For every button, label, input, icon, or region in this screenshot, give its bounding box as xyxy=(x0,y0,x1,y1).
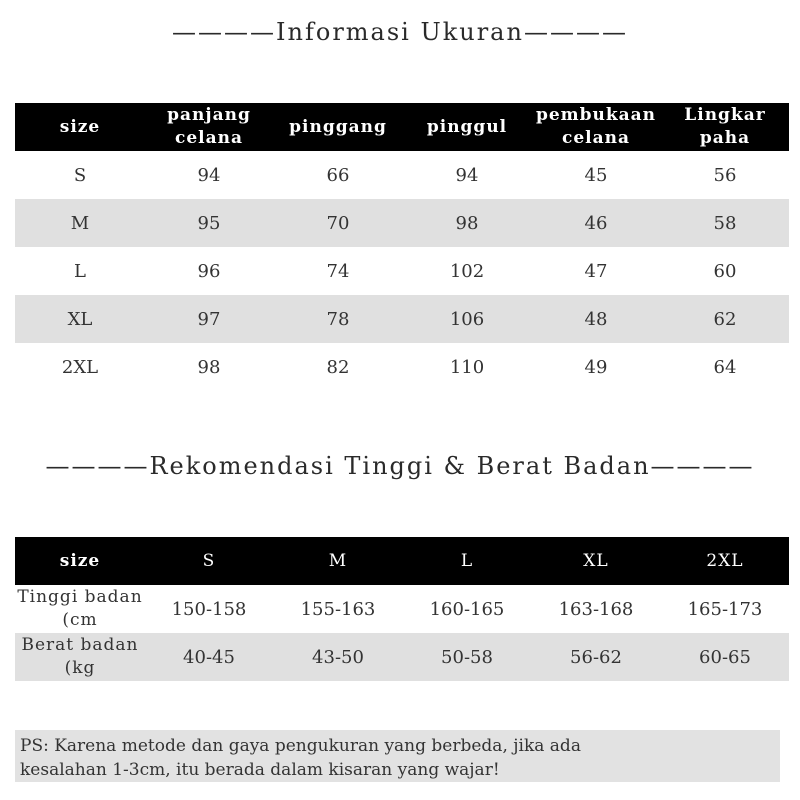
cell-value: 98 xyxy=(197,356,221,378)
cell-value: 102 xyxy=(449,260,485,282)
cell-value: 43-50 xyxy=(273,633,403,681)
cell-value: 40-45 xyxy=(145,633,273,681)
cell-value: 60 xyxy=(713,260,737,282)
header-size: size xyxy=(15,103,145,151)
header-pembukaan-celana: pembukaan celana xyxy=(531,103,661,151)
cell-value: 150-158 xyxy=(171,598,247,620)
cell-value: 58 xyxy=(661,199,789,247)
cell-value: 48 xyxy=(531,295,661,343)
cell-value: 98 xyxy=(403,199,531,247)
cell-size: M xyxy=(15,199,145,247)
cell-value: 155-163 xyxy=(300,598,376,620)
cell-value: 74 xyxy=(326,260,350,282)
cell-value: 94 xyxy=(455,164,479,186)
header-size-2xl: 2XL xyxy=(661,537,789,585)
recommendation-table xyxy=(15,537,789,681)
note-line-1: PS: Karena metode dan gaya pengukuran yang berbeda, jika ada xyxy=(20,736,581,756)
cell-value: 56-62 xyxy=(531,633,661,681)
table-row xyxy=(15,295,789,343)
rec-table-header-row xyxy=(15,537,789,585)
cell-size: L xyxy=(74,260,86,282)
cell-value: 165-173 xyxy=(687,598,763,620)
cell-value: 82 xyxy=(326,356,350,378)
row-label-height: Tinggi badan (cm xyxy=(17,587,143,630)
cell-value: 106 xyxy=(403,295,531,343)
cell-value: 60-65 xyxy=(661,633,789,681)
table-row-weight xyxy=(15,633,789,681)
size-table-header-row xyxy=(15,103,789,151)
cell-value: 95 xyxy=(145,199,273,247)
size-table xyxy=(15,103,789,391)
cell-size: 2XL xyxy=(61,356,99,378)
measurement-note xyxy=(15,730,780,782)
note-line-2: kesalahan 1-3cm, itu berada dalam kisaran yang wajar! xyxy=(20,760,500,780)
header-pinggang: pinggang xyxy=(273,103,403,151)
cell-value: 56 xyxy=(713,164,737,186)
header-lingkar-paha: Lingkar paha xyxy=(661,103,789,151)
table-row xyxy=(15,151,789,199)
cell-value: 62 xyxy=(661,295,789,343)
header-size-s: S xyxy=(145,537,273,585)
cell-value: 70 xyxy=(273,199,403,247)
cell-value: 46 xyxy=(531,199,661,247)
cell-value: 96 xyxy=(197,260,221,282)
cell-value: 163-168 xyxy=(558,598,634,620)
size-info-title: ————Informasi Ukuran———— xyxy=(172,18,628,46)
cell-value: 49 xyxy=(584,356,608,378)
cell-value: 45 xyxy=(584,164,608,186)
table-row xyxy=(15,247,789,295)
cell-value: 110 xyxy=(449,356,485,378)
cell-size: XL xyxy=(15,295,145,343)
header-size: size xyxy=(15,537,145,585)
cell-value: 66 xyxy=(326,164,350,186)
header-panjang-celana: panjang celana xyxy=(145,103,273,151)
row-label-weight: Berat badan (kg xyxy=(15,633,145,681)
header-pinggul: pinggul xyxy=(403,103,531,151)
cell-value: 78 xyxy=(273,295,403,343)
cell-value: 97 xyxy=(145,295,273,343)
table-row xyxy=(15,199,789,247)
cell-value: 47 xyxy=(584,260,608,282)
cell-value: 160-165 xyxy=(429,598,505,620)
cell-value: 94 xyxy=(197,164,221,186)
header-size-xl: XL xyxy=(531,537,661,585)
table-row xyxy=(15,343,789,391)
header-size-m: M xyxy=(273,537,403,585)
cell-value: 50-58 xyxy=(403,633,531,681)
header-size-l: L xyxy=(403,537,531,585)
table-row-height xyxy=(15,585,789,633)
cell-size: S xyxy=(73,164,87,186)
recommendation-title: ————Rekomendasi Tinggi & Berat Badan———— xyxy=(45,452,755,480)
cell-value: 64 xyxy=(713,356,737,378)
